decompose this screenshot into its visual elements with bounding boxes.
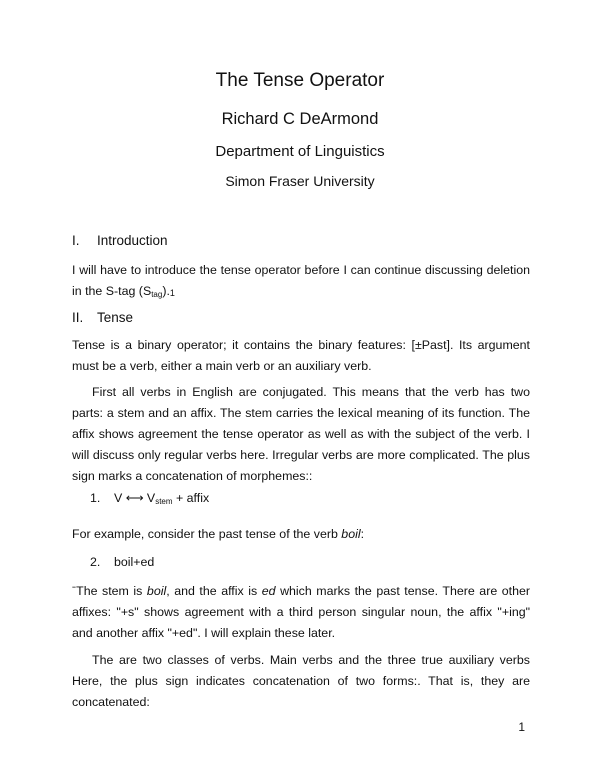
tense-paragraph: Tense is a binary operator; it contains the binary features: [±Past]. Its argument must be a verb, either a main verb or an auxiliary verb. <box>72 338 530 373</box>
intro-text: I will have to introduce the tense operator before I can continue discussing deletion in the S-tag (S <box>72 263 530 298</box>
example-1 <box>90 490 209 505</box>
section-heading-tense <box>72 310 133 325</box>
example-subscript: stem <box>155 497 173 506</box>
example-text: boil+ed <box>114 555 155 569</box>
page-number: 1 <box>518 720 525 734</box>
example-intro-text: For example, consider the past tense of the verb <box>72 527 342 541</box>
classes-paragraph: The are two classes of verbs. Main verbs and the three true auxiliary verbs Here, the plus sign indicates concatenation of two forms:. That is, they are concatenated: <box>72 653 530 709</box>
section-title: Tense <box>97 310 134 325</box>
verbs-paragraph: First all verbs in English are conjugated. This means that the verb has two parts: a stem and an affix. The stem carries the lexical meaning of its function. The affix shows agreement the tense operator as well as with the subject of the verb. I will discuss only regular verbs here. Irregular verbs are more complicated. The plus sign marks a concatenation of morphemes:: <box>72 385 530 483</box>
intro-subscript: tag <box>151 290 163 299</box>
author-name: Richard C DeArmond <box>221 110 379 128</box>
section-number: I. <box>72 233 80 248</box>
stem-text-3: which marks the past tense. There are other affixes: "+s" shows agreement with a third person singular noun, the affix "+ing" and another affix "+ed". I will explain these later. <box>72 584 530 640</box>
stem-text-2: , and the affix is <box>166 584 262 598</box>
stem-italic-ed: ed <box>261 584 276 598</box>
example-rhs: + affix <box>172 491 210 505</box>
example-intro <box>72 524 530 545</box>
example-verb: boil <box>341 527 361 541</box>
stem-paragraph <box>72 581 530 644</box>
section-heading-introduction <box>72 233 168 248</box>
footnote-marker[interactable]: 1 <box>169 288 175 298</box>
stem-italic-boil: boil <box>146 584 167 598</box>
intro-text-end: ). <box>162 284 170 298</box>
section-title: Introduction <box>97 233 168 248</box>
intro-paragraph <box>72 260 530 304</box>
example-number: 2. <box>90 555 101 569</box>
stem-text-1: ˉThe stem is <box>72 584 147 598</box>
university: Simon Fraser University <box>225 173 375 189</box>
example-2 <box>90 555 154 569</box>
section-number: II. <box>72 310 84 325</box>
example-lhs: V ⟷ V <box>114 491 156 505</box>
example-intro-colon: : <box>360 527 365 541</box>
example-number: 1. <box>90 491 101 505</box>
department: Department of Linguistics <box>215 143 385 160</box>
paper-title: The Tense Operator <box>215 70 385 91</box>
